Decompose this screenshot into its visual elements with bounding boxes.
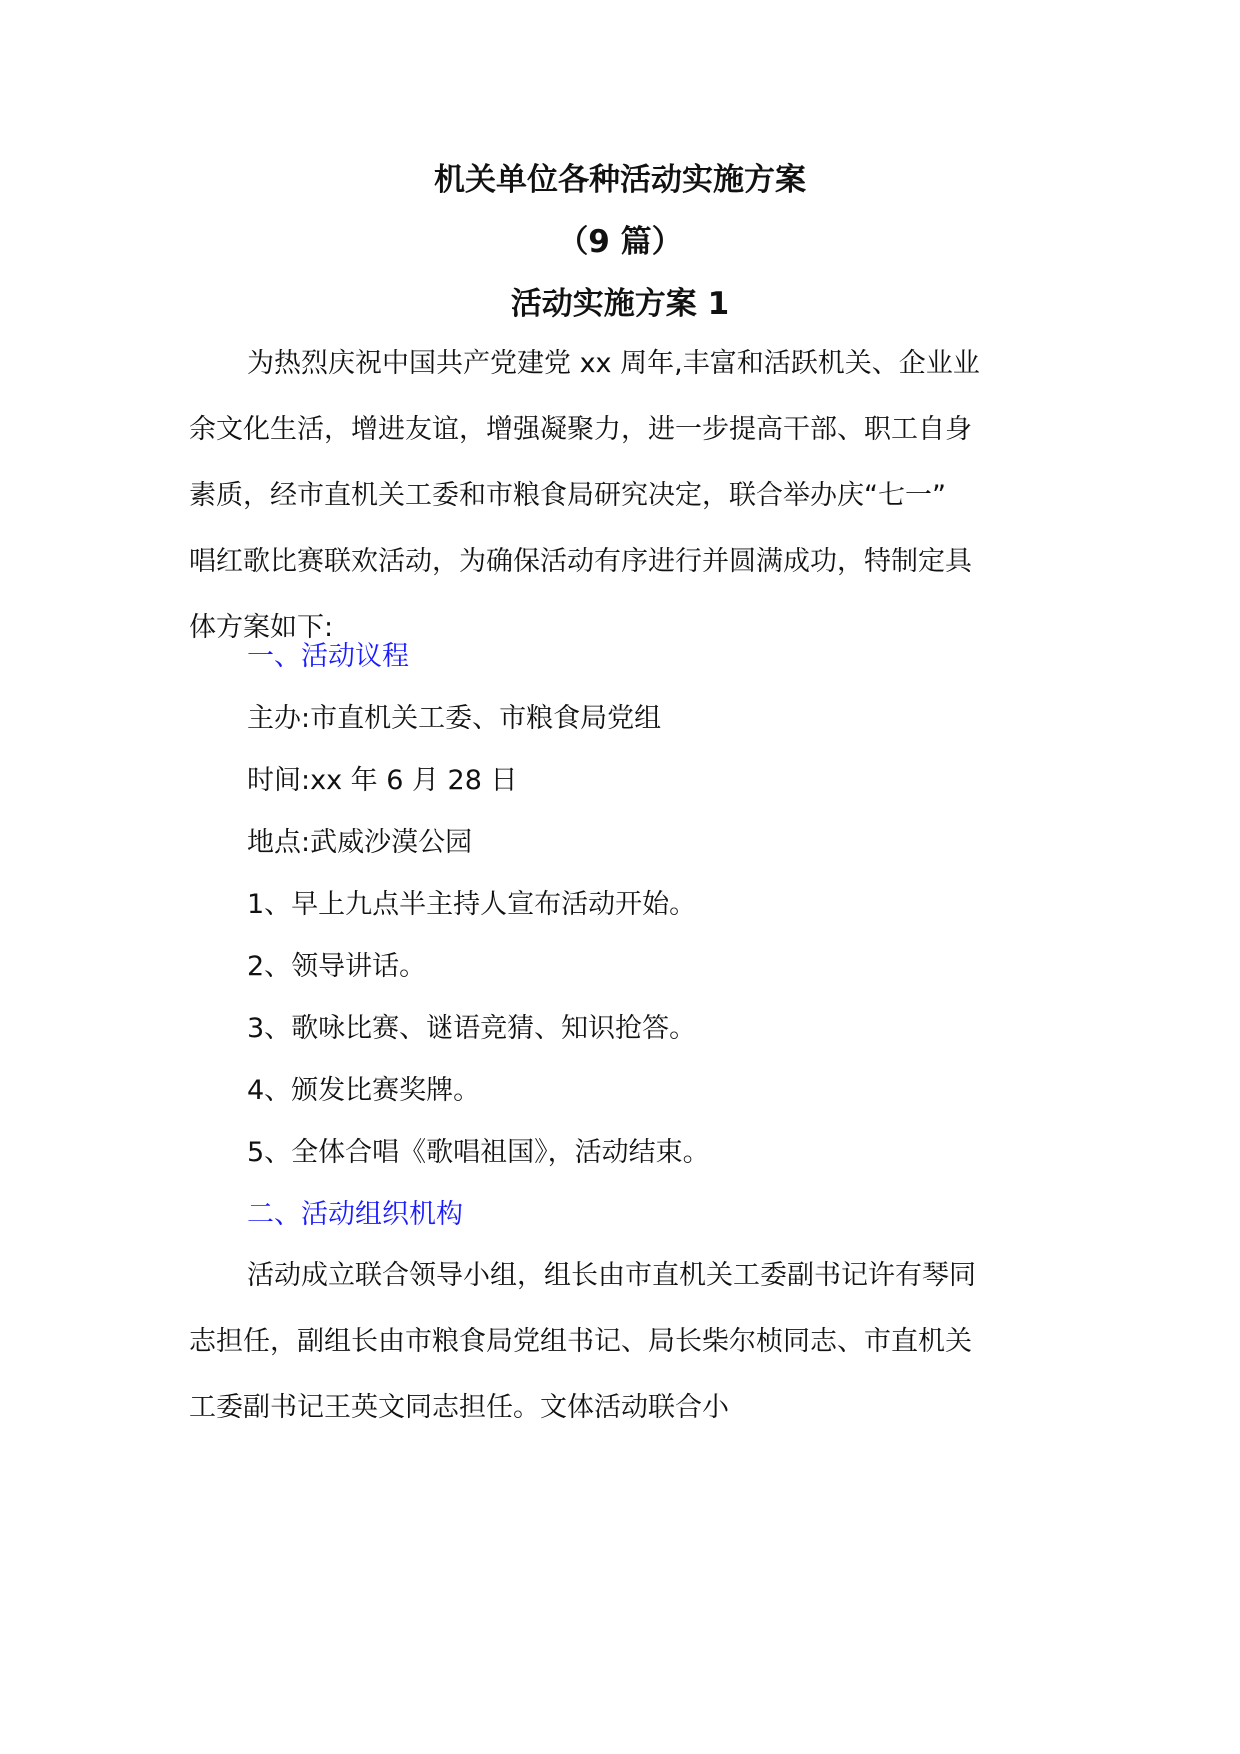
host-line: 主办:市直机关工委、市粮食局党组 — [247, 703, 662, 734]
org-line: 志担任，副组长由市粮食局党组书记、局长柴尔桢同志、市直机关 — [189, 1326, 972, 1357]
intro-paragraph — [189, 331, 1039, 661]
intro-line: 唱红歌比赛联欢活动，为确保活动有序进行并圆满成功，特制定具 — [189, 546, 972, 577]
intro-line: 体方案如下: — [189, 612, 334, 643]
document-title: 机关单位各种活动实施方案 — [434, 162, 806, 198]
section-title: 活动实施方案 1 — [510, 286, 730, 322]
time-line: 时间:xx 年 6 月 28 日 — [247, 765, 518, 796]
agenda-item: 3、歌咏比赛、谜语竞猜、知识抢答。 — [247, 1013, 697, 1044]
intro-line: 为热烈庆祝中国共产党建党 xx 周年,丰富和活跃机关、企业业 — [247, 348, 980, 379]
place-line: 地点:武威沙漠公园 — [247, 827, 473, 858]
document-subtitle: （9 篇） — [557, 224, 683, 260]
org-line: 活动成立联合领导小组，组长由市直机关工委副书记许有琴同 — [247, 1260, 976, 1291]
agenda-item: 1、早上九点半主持人宣布活动开始。 — [247, 889, 697, 920]
agenda-item: 2、领导讲话。 — [247, 951, 427, 982]
agenda-item: 4、颁发比赛奖牌。 — [247, 1075, 481, 1106]
agenda-item: 5、全体合唱《歌唱祖国》，活动结束。 — [247, 1137, 710, 1168]
heading-organization: 二、活动组织机构 — [247, 1199, 463, 1230]
organization-paragraph — [189, 1243, 1039, 1441]
heading-activity-agenda: 一、活动议程 — [247, 641, 409, 672]
intro-line: 素质，经市直机关工委和市粮食局研究决定，联合举办庆“七一” — [189, 480, 946, 511]
org-line: 工委副书记王英文同志担任。文体活动联合小 — [189, 1392, 729, 1423]
intro-line: 余文化生活，增进友谊，增强凝聚力，进一步提高干部、职工自身 — [189, 414, 972, 445]
